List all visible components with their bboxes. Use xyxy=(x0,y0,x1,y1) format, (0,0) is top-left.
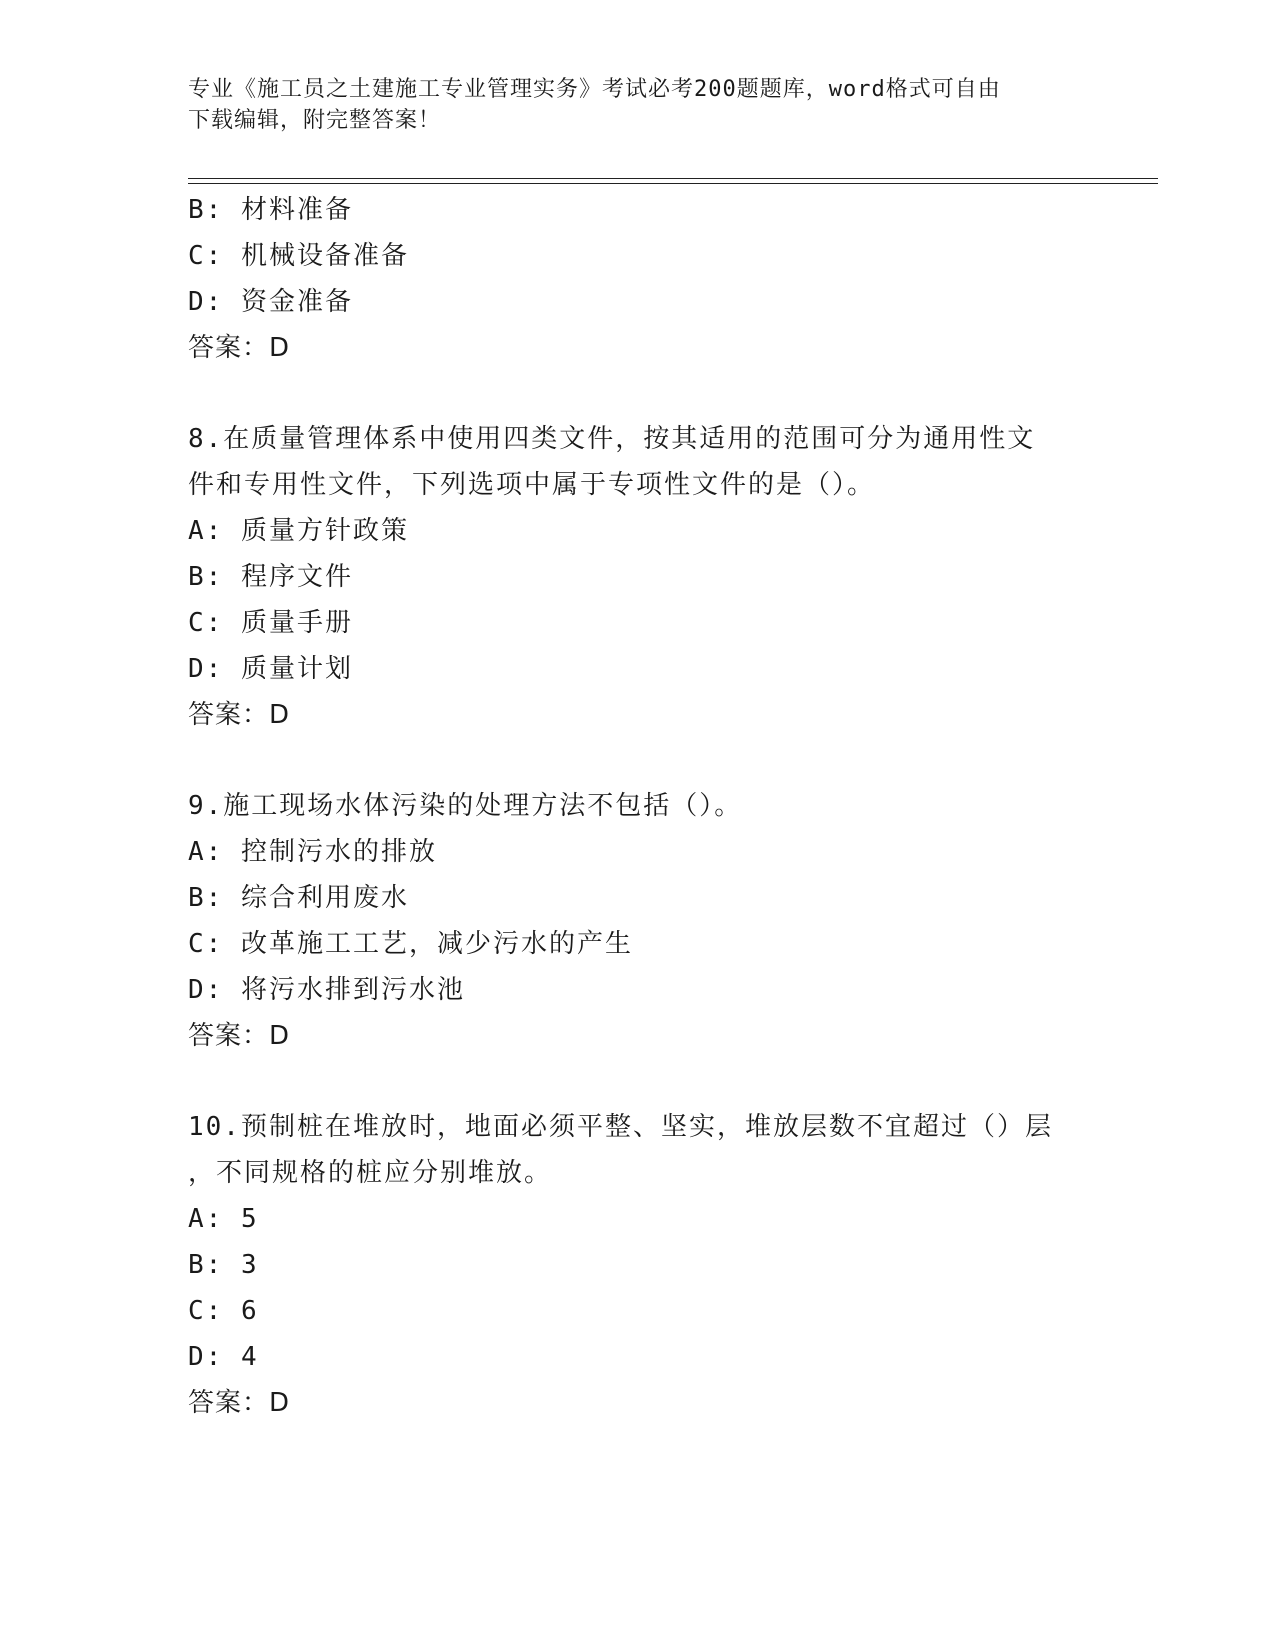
answer-label: 答案：D xyxy=(188,333,291,363)
answer-label: 答案：D xyxy=(188,1388,291,1418)
option-b: B: 材料准备 xyxy=(188,195,353,225)
answer-label: 答案：D xyxy=(188,1021,291,1051)
option-a: A: 控制污水的排放 xyxy=(188,837,437,867)
option-b: B: 程序文件 xyxy=(188,562,353,592)
option-a: A: 5 xyxy=(188,1204,259,1234)
option-d: D: 将污水排到污水池 xyxy=(188,975,465,1005)
question-list xyxy=(188,187,1088,1426)
header-line: 专业《施工员之土建施工专业管理实务》考试必考200题题库，word格式可自由 xyxy=(188,77,1001,102)
answer-label: 答案：D xyxy=(188,700,291,730)
question-block-9 xyxy=(188,783,1088,1059)
header-divider xyxy=(188,178,1158,179)
question-stem: 8.在质量管理体系中使用四类文件，按其适用的范围可分为通用性文 xyxy=(188,424,1036,454)
question-stem: 10.预制桩在堆放时，地面必须平整、坚实，堆放层数不宜超过（）层 xyxy=(188,1112,1053,1142)
option-d: D: 4 xyxy=(188,1342,259,1372)
question-block-prev xyxy=(188,187,1088,371)
option-c: C: 改革施工工艺，减少污水的产生 xyxy=(188,929,633,959)
option-b: B: 3 xyxy=(188,1250,259,1280)
option-c: C: 6 xyxy=(188,1296,259,1326)
question-block-8 xyxy=(188,416,1088,738)
document-header xyxy=(188,74,1088,136)
option-d: D: 资金准备 xyxy=(188,287,353,317)
question-stem: 9.施工现场水体污染的处理方法不包括（）。 xyxy=(188,791,743,821)
option-a: A: 质量方针政策 xyxy=(188,516,409,546)
option-d: D: 质量计划 xyxy=(188,654,353,684)
question-stem: ，不同规格的桩应分别堆放。 xyxy=(188,1158,553,1188)
option-b: B: 综合利用废水 xyxy=(188,883,409,913)
question-block-10 xyxy=(188,1104,1088,1426)
option-c: C: 质量手册 xyxy=(188,608,353,638)
option-c: C: 机械设备准备 xyxy=(188,241,409,271)
header-divider xyxy=(188,183,1158,184)
question-stem: 件和专用性文件，下列选项中属于专项性文件的是（）。 xyxy=(188,470,876,500)
header-line: 下载编辑，附完整答案！ xyxy=(188,108,442,133)
